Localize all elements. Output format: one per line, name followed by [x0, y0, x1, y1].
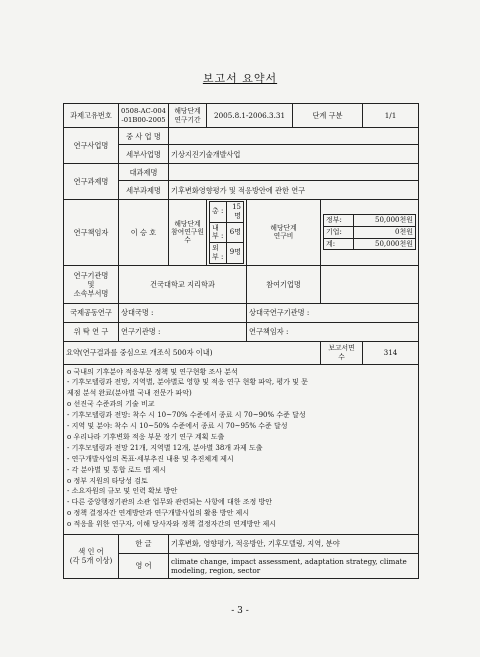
detail-task-value: 기후변화영향평가 및 적응방안에 관한 연구	[169, 181, 419, 200]
big-task-value	[169, 164, 419, 181]
research-task-label: 연구과제명	[64, 164, 119, 200]
summary-line: o 선진국 수준과의 기술 비교	[67, 400, 155, 409]
keywords-label: 색 인 어 (각 5개 이상)	[64, 534, 119, 578]
summary-line: o 정책 결정자간 연계방안과 연구개발사업의 활용 방안 제시	[67, 509, 250, 518]
detail-task-label: 세부과제명	[119, 181, 169, 200]
cost-values: 정부: 50,000천원 기업: 0천원 계: 50,000천원	[321, 200, 419, 266]
consign-pi: 연구책임자 :	[247, 322, 419, 341]
intl-partner-institute: 상대국연구기관명 :	[247, 303, 419, 322]
stage-period-value: 2005.8.1-2006.3.31	[207, 104, 293, 128]
summary-line: - 기후모델링과 전망, 지역별, 분야별로 영향 및 적응 연구 현황 파악, 평가 및 문	[67, 378, 308, 387]
keywords-english-label: 영 어	[119, 553, 169, 578]
keywords-english-value: climate change, impact assessment, adaptation strategy, climate modeling, region, sector	[169, 553, 419, 578]
summary-content	[64, 364, 419, 534]
pi-value: 이 승 호	[119, 200, 169, 266]
researchers-counts: 총 : 15명 내부 : 6명 외부 : 9명	[207, 200, 247, 266]
page-title: 보고서 요약서	[202, 72, 278, 85]
big-task-label: 대과제명	[119, 164, 169, 181]
summary-label: 요약(연구결과를 중심으로 개조식 500자 이내)	[64, 341, 321, 364]
project-id-label: 과제고유번호	[64, 104, 119, 128]
summary-line: - 소요자원의 규모 및 인력 확보 방안	[67, 487, 178, 496]
consign-org: 연구기관명 :	[119, 322, 247, 341]
summary-line: 제점 분석 완료(분야별 국내 전문가 파악)	[67, 389, 192, 398]
intl-partner-country: 상대국명 :	[119, 303, 247, 322]
mid-project-value	[169, 128, 419, 145]
stage-type-value: 1/1	[363, 104, 419, 128]
participant-label: 참여기업명	[247, 265, 321, 303]
stage-type-label: 단계 구분	[293, 104, 363, 128]
summary-line: - 기후모델링과 전망: 착수 시 10~70% 수준에서 종료 시 70~90% 수준 달성	[67, 411, 306, 420]
page-number: - 3 -	[231, 606, 249, 616]
participant-value	[321, 265, 419, 303]
report-summary-table	[63, 103, 419, 579]
research-project-label: 연구사업명	[64, 128, 119, 164]
keywords-korean-value: 기후변화, 영향평가, 적응방안, 기후모델링, 지역, 분야	[169, 534, 419, 553]
detail-project-label: 세부사업명	[119, 145, 169, 164]
summary-line: - 지역 및 분야: 착수 시 10~50% 수준에서 종료 시 70~95% 수준 달성	[67, 422, 288, 431]
project-id-value: 0508-AC-004 -01B00-2005	[119, 104, 169, 128]
summary-line: o 국내의 기후분야 적응부문 정책 및 연구현황 조사 분석	[67, 367, 238, 376]
keywords-korean-label: 한 글	[119, 534, 169, 553]
consign-label: 위 탁 연 구	[64, 322, 119, 341]
intl-label: 국제공동연구	[64, 303, 119, 322]
cost-label: 해당단계 연구비	[247, 200, 321, 266]
pages-value: 314	[363, 341, 419, 364]
summary-line: - 연구개발사업의 목표·세부추진 내용 및 추진체계 제시	[67, 454, 234, 463]
summary-line: - 다른 중앙행정기관의 소관 업무와 관련되는 사항에 대한 조정 방안	[67, 498, 272, 507]
summary-line: o 우리나라 기후변화 적응 부문 장기 연구 계획 도출	[67, 432, 225, 441]
org-value: 건국대학교 지리학과	[119, 265, 247, 303]
summary-line: o 정부 지원의 타당성 검토	[67, 476, 148, 485]
stage-period-label: 해당단계 연구기간	[169, 104, 207, 128]
summary-line: o 적응을 위한 연구자, 이해 당사자와 정책 결정자간의 연계방안 제시	[67, 520, 277, 529]
mid-project-label: 중 사 업 명	[119, 128, 169, 145]
pi-label: 연구책임자	[64, 200, 119, 266]
detail-project-value: 기상지진기술개발사업	[169, 145, 419, 164]
summary-line: - 각 분야별 및 통합 로드 맵 제시	[67, 465, 167, 474]
pages-label: 보고서면 수	[321, 341, 363, 364]
org-label: 연구기관명 및 소속부서명	[64, 265, 119, 303]
researchers-label: 해당단계 참여연구원수	[169, 200, 207, 266]
summary-line: - 기후모델링과 전망 21개, 지역별 12개, 분야별 38개 과제 도출	[67, 443, 263, 452]
